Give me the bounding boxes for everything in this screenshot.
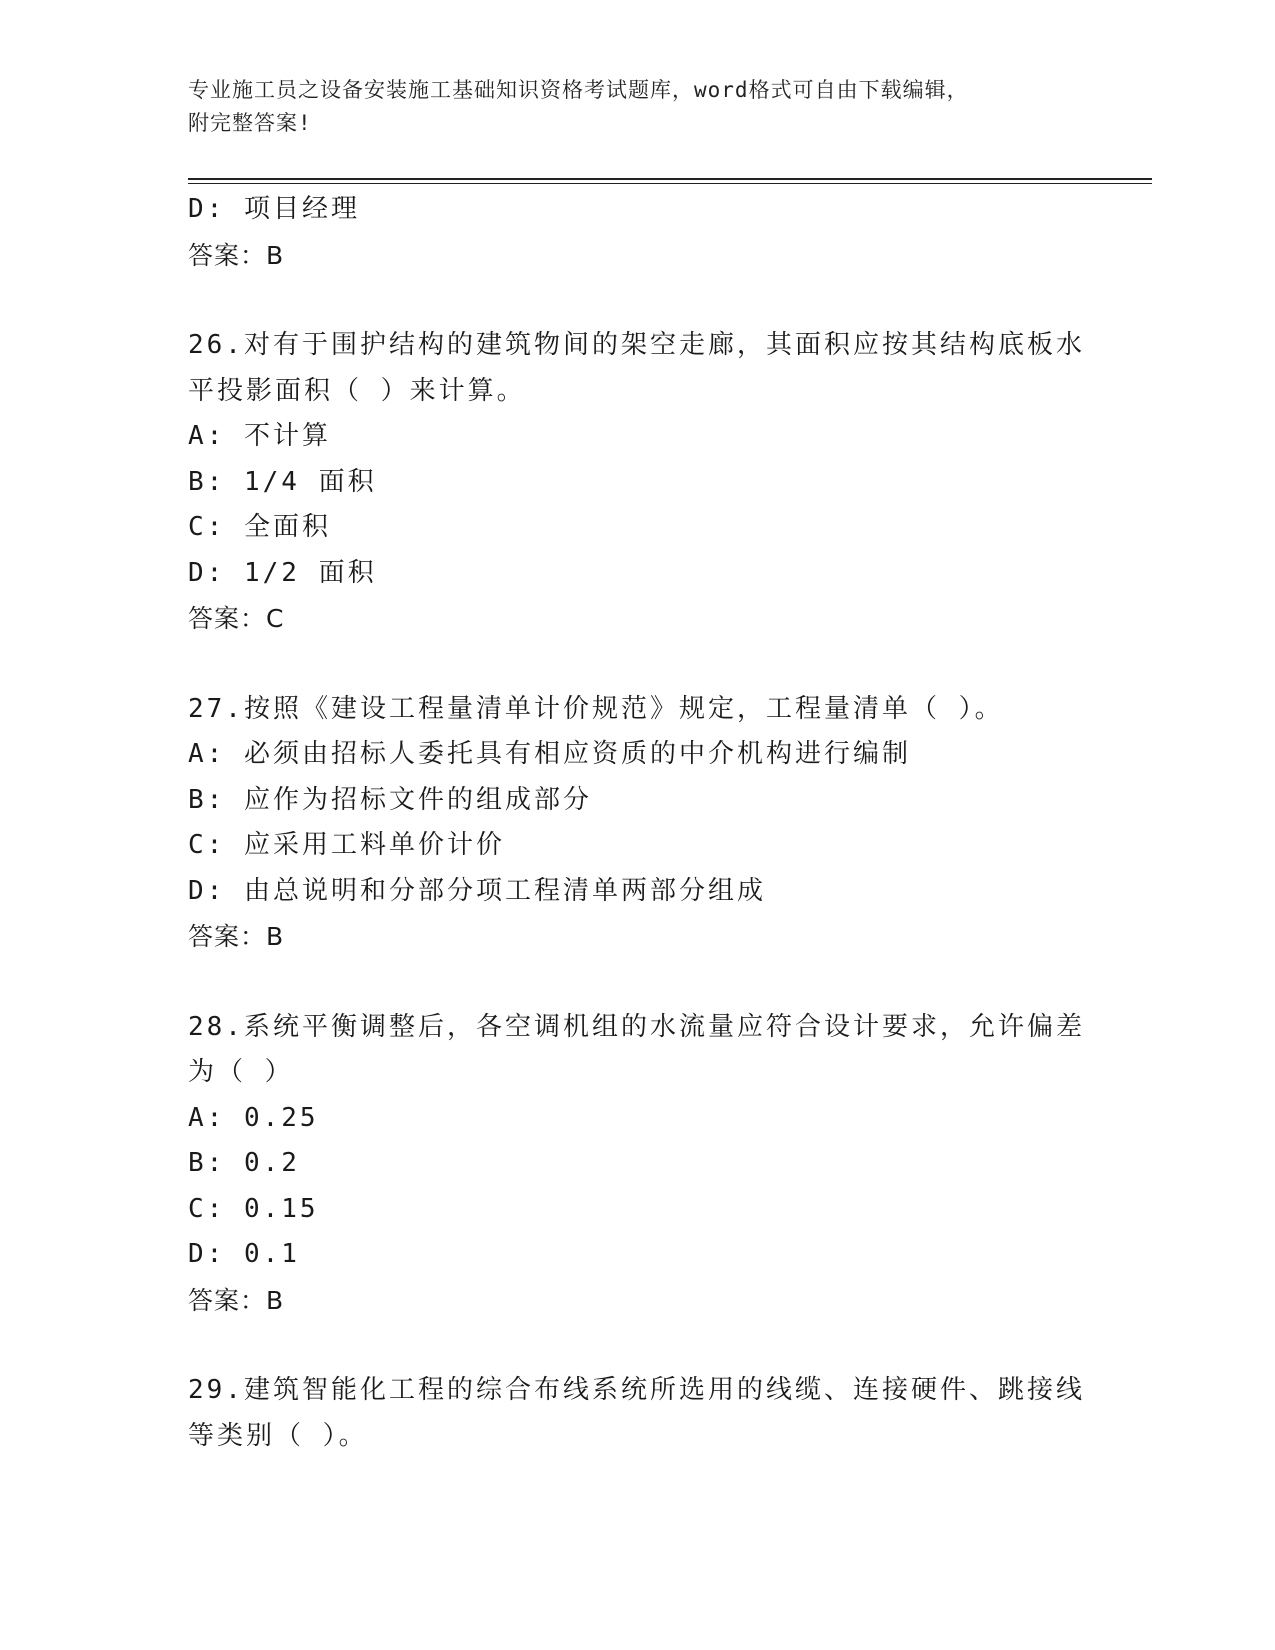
question-stem-line-1: 26.对有于围护结构的建筑物间的架空走廊，其面积应按其结构底板水 (188, 330, 1085, 360)
answer: 答案：B (188, 1285, 285, 1315)
page-header (188, 74, 1088, 140)
header-divider (188, 178, 1152, 180)
question-27 (188, 687, 1088, 960)
question-29 (188, 1368, 1088, 1459)
option-c: C: 应采用工料单价计价 (188, 830, 505, 860)
header-line-2: 附完整答案! (188, 111, 312, 135)
answer: 答案：B (188, 922, 285, 951)
option-d: D: 由总说明和分部分项工程清单两部分组成 (188, 875, 766, 906)
question-stem-line-1: 28.系统平衡调整后，各空调机组的水流量应符合设计要求，允许偏差 (188, 1011, 1085, 1042)
question-list (188, 187, 1088, 1459)
question-stem-line-2: 等类别（ ）。 (188, 1420, 368, 1451)
question-26 (188, 323, 1088, 642)
option-d: D: 项目经理 (188, 194, 360, 224)
option-a: A: 0.25 (188, 1102, 319, 1133)
option-d: D: 0.1 (188, 1239, 300, 1269)
option-c: C: 全面积 (188, 512, 331, 542)
option-b: B: 1/4 面积 (188, 466, 377, 497)
answer: 答案：C (188, 604, 285, 633)
option-c: C: 0.15 (188, 1193, 319, 1224)
answer: 答案：B (188, 240, 285, 270)
question-stem-line-2: 平投影面积（ ）来计算。 (188, 375, 526, 406)
header-divider-thin (188, 183, 1152, 184)
option-a: A: 必须由招标人委托具有相应资质的中介机构进行编制 (188, 739, 911, 769)
header-line-1: 专业施工员之设备安装施工基础知识资格考试题库，word格式可自由下载编辑， (188, 78, 969, 102)
option-a: A: 不计算 (188, 421, 331, 451)
question-stem-line-2: 为（ ） (188, 1057, 294, 1087)
question-25-tail (188, 187, 1088, 278)
question-28 (188, 1005, 1088, 1324)
question-stem-line-1: 29.建筑智能化工程的综合布线系统所选用的线缆、连接硬件、跳接线 (188, 1375, 1085, 1405)
option-b: B: 应作为招标文件的组成部分 (188, 784, 592, 815)
option-b: B: 0.2 (188, 1148, 300, 1178)
question-stem-line-1: 27.按照《建设工程量清单计价规范》规定，工程量清单（ ）。 (188, 693, 1004, 724)
option-d: D: 1/2 面积 (188, 557, 377, 588)
